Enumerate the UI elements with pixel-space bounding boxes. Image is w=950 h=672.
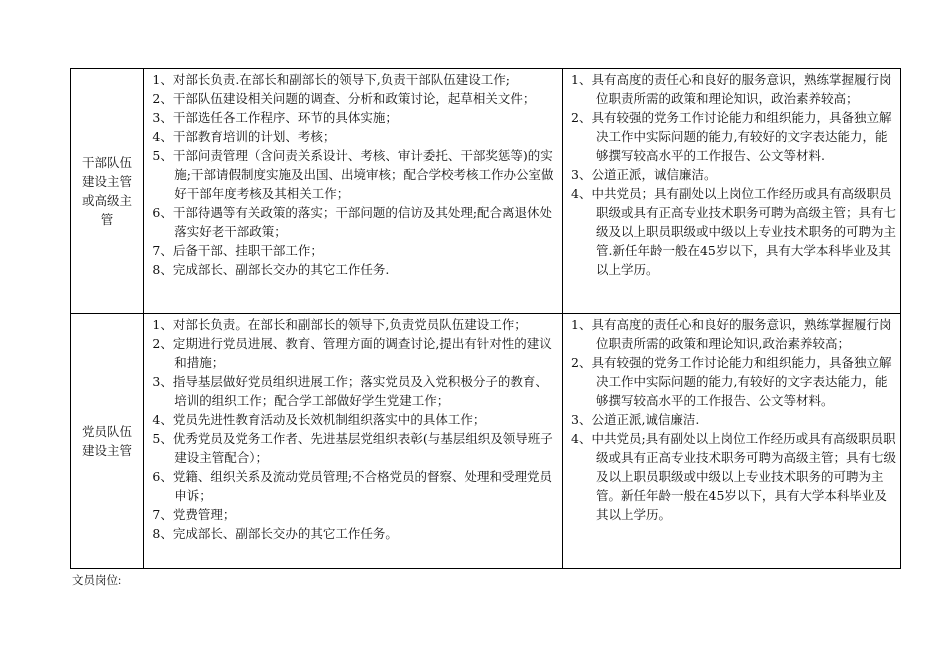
responsibility-list [148, 315, 558, 543]
requirements-cell [563, 314, 901, 569]
list-item: 3、指导基层做好党员组织进展工作；落实党员及入党积极分子的教育、培训的组织工作；配合学工部做好学生党建工作； [152, 374, 548, 408]
list-item: 1、对部长负责。在部长和副部长的领导下,负责党员队伍建设工作； [152, 317, 527, 332]
table-row [71, 314, 901, 569]
requirements-cell [563, 69, 901, 314]
requirement-list [571, 70, 896, 279]
list-item: 4、干部教育培训的计划、考核； [152, 129, 336, 144]
list-item: 2、具有较强的党务工作讨论能力和组织能力，具备独立解决工作中实际问题的能力,有较好的文字表达能力，能够撰写较高水平的工作报告、公文等材料。 [571, 355, 892, 408]
responsibilities-cell [144, 69, 563, 314]
list-item: 4、党员先进性教育活动及长效机制组织落实中的具体工作； [152, 412, 486, 427]
list-item: 8、完成部长、副部长交办的其它工作任务。 [152, 526, 398, 541]
list-item: 2、具有较强的党务工作讨论能力和组织能力，具备独立解决工作中实际问题的能力,有较好的文字表达能力，能够撰写较高水平的工作报告、公文等材料. [571, 110, 892, 163]
list-item: 5、干部问责管理（含问责关系设计、考核、审计委托、干部奖惩等)的实施;干部请假制度实施及出国、出境审核；配合学校考核工作办公室做好干部年度考核及其相关工作； [152, 148, 554, 201]
requirement-list [571, 315, 896, 524]
list-item: 6、党籍、组织关系及流动党员管理;不合格党员的督察、处理和受理党员申诉； [152, 469, 553, 503]
list-item: 3、公道正派,诚信廉洁. [571, 412, 700, 427]
list-item: 7、党费管理； [152, 507, 236, 522]
list-item: 7、后备干部、挂职干部工作； [152, 243, 323, 258]
responsibility-list [148, 70, 558, 279]
list-item: 4、中共党员；具有副处以上岗位工作经历或具有高级职员职级或具有正高专业技术职务可聘为高级主管；具有七级及以上职员职级或中级以上专业技术职务的可聘为主管.新任年龄一般在45岁以下，具有大学本科毕业及其以上学历。 [571, 186, 897, 277]
list-item: 5、优秀党员及党务工作者、先进基层党组织表彰(与基层组织及领导班子建设主管配合）； [152, 431, 553, 465]
list-item: 6、干部待遇等有关政策的落实；干部问题的信访及其处理;配合离退休处落实好老干部政策； [152, 205, 553, 239]
list-item: 4、中共党员;具有副处以上岗位工作经历或具有高级职员职级或具有正高专业技术职务可聘为高级主管；具有七级及以上职员职级或中级以上专业技术职务的可聘为主管。新任年龄一般在45岁以下，具有大学本科毕业及其以上学历。 [571, 431, 897, 522]
list-item: 1、具有高度的责任心和良好的服务意识，熟练掌握履行岗位职责所需的政策和理论知识，政治素养较高； [571, 72, 892, 106]
list-item: 3、干部选任各工作程序、环节的具体实施； [152, 110, 398, 125]
list-item: 1、对部长负责.在部长和副部长的领导下,负责干部队伍建设工作; [152, 72, 510, 87]
position-cell [71, 69, 144, 314]
list-item: 2、定期进行党员进展、教育、管理方面的调查讨论,提出有针对性的建议和措施； [152, 336, 552, 370]
position-title: 党员队伍建设主管 [81, 424, 132, 458]
footer-note: 文员岗位: [72, 575, 122, 587]
table-row [71, 69, 901, 314]
list-item: 8、完成部长、副部长交办的其它工作任务. [152, 262, 390, 277]
responsibilities-cell [144, 314, 563, 569]
position-title: 干部队伍建设主管或高级主管 [81, 155, 132, 227]
list-item: 2、干部队伍建设相关问题的调查、分析和政策讨论，起草相关文件； [152, 91, 536, 106]
list-item: 1、具有高度的责任心和良好的服务意识，熟练掌握履行岗位职责所需的政策和理论知识,政治素养较高； [571, 317, 892, 351]
position-cell [71, 314, 144, 569]
job-description-table [70, 68, 901, 569]
list-item: 3、公道正派，诚信廉洁。 [571, 167, 717, 182]
